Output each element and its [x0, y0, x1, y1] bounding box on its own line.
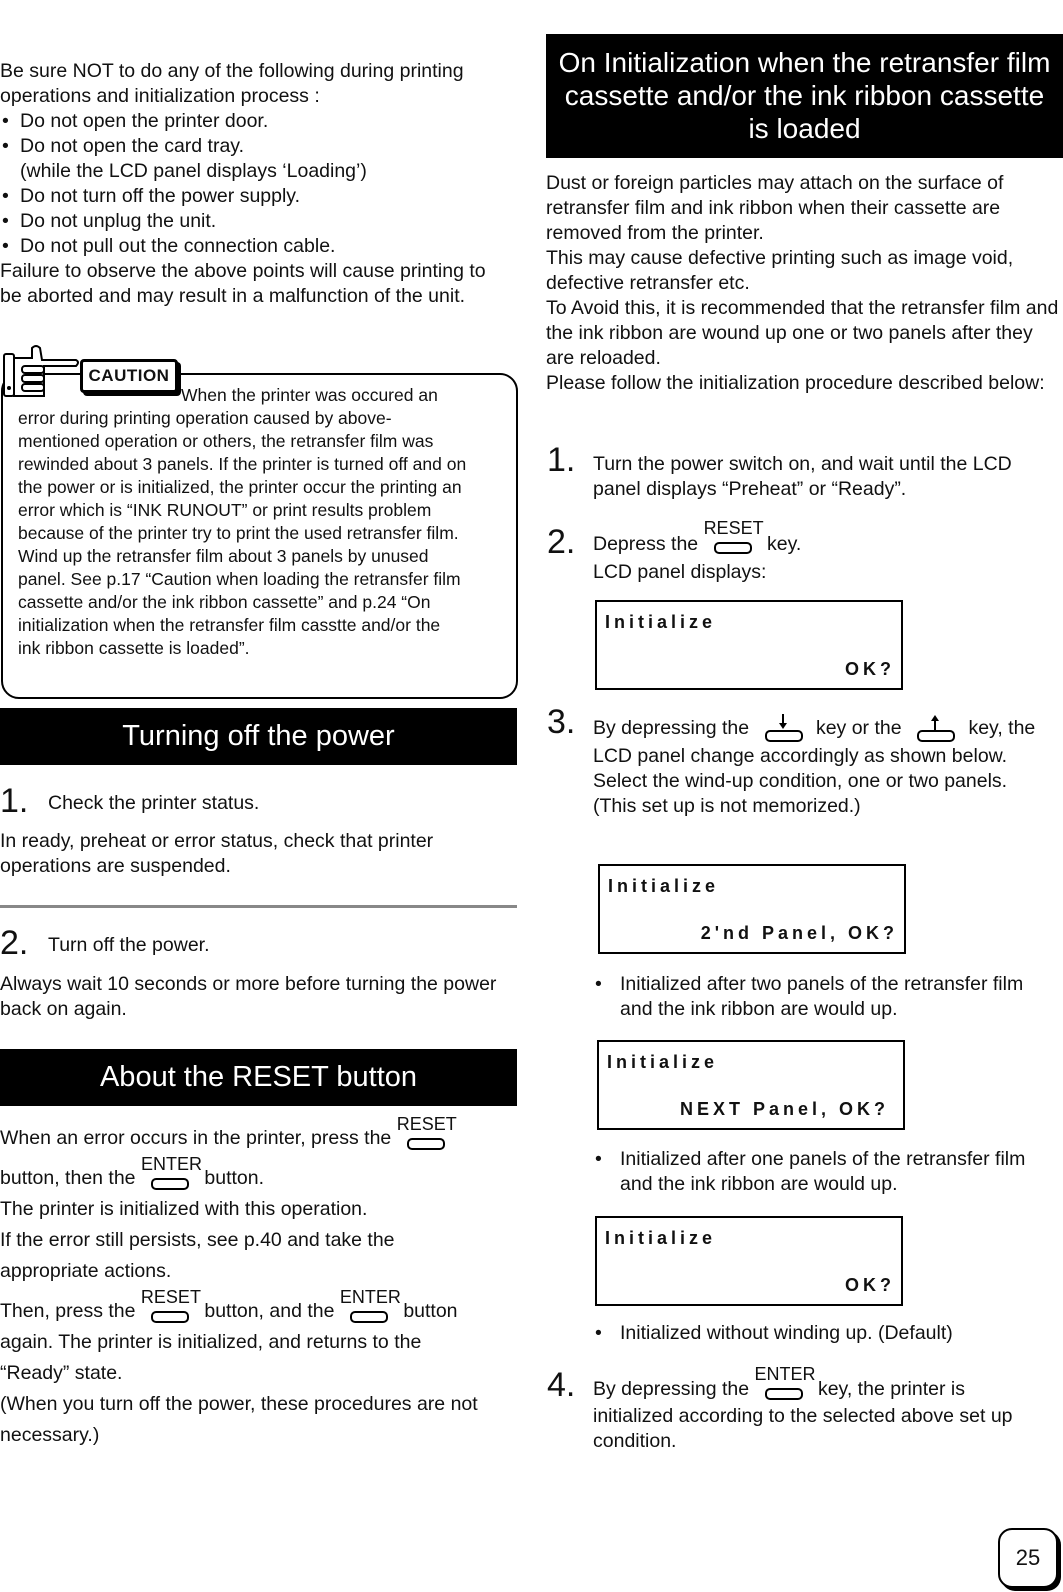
option-list — [593, 1147, 1055, 1197]
reset-key-icon: RESET — [141, 1287, 199, 1327]
reset-body: When an error occurs in the printer, press the RESET button, then the ENTER button. The printer is initialized with this operation. If the error still persists, see p.40 and take the appropriate actions. Then, press the RESET button, and the ENTER button again. The printer is initialized, and returns to the “Ready” state. (When you turn off the power, these procedures are not necessary.) — [0, 1114, 478, 1446]
page-number: 25 — [998, 1528, 1058, 1588]
step-number: 2. — [547, 523, 576, 561]
step-number: 2. — [0, 924, 29, 962]
caution-body: error during printing operation caused by above- mentioned operation or others, the retransfer film was rewinded about 3 panels. If the printer is turned off and on the power or is initialized, the printer occur the printing an error which is “INK RUNOUT” or print results problem because of the printer try to print the used retransfer film. Wind up the retransfer film about 3 panels by unused panel. See p.17 “Caution when loading the retransfer film cassette and/or the ink ribbon cassette” and p.24 “On initialization when the retransfer film casstte and/or the ink ribbon cassette is loaded”. — [18, 408, 467, 658]
list-item: • Do not unplug the unit. — [0, 209, 510, 234]
step-desc: In ready, preheat or error status, check that printer operations are suspended. — [0, 830, 434, 877]
init-intro: Dust or foreign particles may attach on the surface of retransfer film and ink ribbon when their cassette are removed from the printer. This may cause defective printing such as image void, defective retransfer etc. To Avoid this, it is recommended that the retransfer film and the ink ribbon are wound up one or two panels after they are reloaded. Please follow the initialization procedure described below: — [546, 172, 1059, 394]
warning-section — [0, 59, 510, 309]
enter-key-icon: ENTER — [340, 1287, 398, 1327]
option-list — [593, 972, 1055, 1022]
lcd-display: Initialize OK? — [595, 600, 903, 690]
init-title-line: On Initialization when the retransfer film — [558, 47, 1051, 78]
warning-intro: Be sure NOT to do any of the following during printing operations and initialization process : — [0, 60, 464, 107]
lcd-display: Initialize NEXT Panel, OK? — [597, 1040, 905, 1130]
option-list — [593, 1321, 1055, 1346]
section-title: About the RESET button — [99, 1061, 418, 1093]
step-text: Turn the power switch on, and wait until the LCD panel displays “Preheat” or “Ready”. — [593, 453, 1012, 500]
down-arrow-key-icon — [755, 714, 811, 744]
list-item: • Do not open the card tray. (while the LCD panel displays ‘Loading’) — [0, 134, 510, 184]
step-number: 1. — [0, 782, 29, 820]
divider — [0, 905, 517, 908]
step-text: By depressing the ENTER key, the printer is initialized according to the selected above set up condition. — [593, 1364, 1013, 1452]
loading-note: (while the LCD panel displays ‘Loading’) — [20, 160, 367, 182]
lcd-display: Initialize 2'nd Panel, OK? — [598, 864, 906, 954]
list-item: • Initialized after one panels of the retransfer film and the ink ribbon are would up. — [593, 1147, 1055, 1197]
enter-key-icon: ENTER — [755, 1364, 813, 1404]
reset-key-icon: RESET — [397, 1114, 455, 1154]
warning-footer: Failure to observe the above points will cause printing to be aborted and may result in a malfunction of the unit. — [0, 260, 486, 307]
enter-key-icon: ENTER — [141, 1154, 199, 1194]
step-number: 4. — [547, 1366, 576, 1404]
step-text: Depress the RESET key. LCD panel displays: — [593, 518, 802, 583]
step-text: Turn off the power. — [48, 934, 210, 956]
init-title-line: cassette and/or the ink ribbon cassette — [564, 80, 1045, 111]
list-item: • Do not pull out the connection cable. — [0, 234, 510, 259]
caution-label: CAUTION — [80, 359, 178, 393]
list-item: • Do not open the printer door. — [0, 109, 510, 134]
reset-key-icon: RESET — [704, 518, 762, 558]
list-item: • Initialized after two panels of the retransfer film and the ink ribbon are would up. — [593, 972, 1055, 1022]
init-header — [546, 34, 1063, 158]
step-number: 3. — [547, 703, 576, 741]
step-text: Check the printer status. — [48, 792, 260, 814]
warning-list — [0, 109, 510, 259]
step-desc: Always wait 10 seconds or more before turning the power back on again. — [0, 973, 497, 1020]
caution-line: When the printer was occured an — [181, 385, 438, 405]
list-item: • Initialized without winding up. (Default) — [593, 1321, 1055, 1346]
lcd-display: Initialize OK? — [595, 1216, 903, 1306]
power-off-header — [0, 708, 517, 765]
init-title-line: is loaded — [748, 113, 861, 144]
pointing-hand-icon — [2, 344, 82, 400]
up-arrow-key-icon — [907, 714, 963, 744]
step-text: By depressing the key or the key, the LCD panel change accordingly as shown below. Select the wind-up condition, one or two panels. (This set up is not memorized.) — [593, 714, 1061, 819]
step-number: 1. — [547, 441, 576, 479]
reset-header — [0, 1049, 517, 1106]
section-title: Turning off the power — [122, 720, 395, 752]
list-item: • Do not turn off the power supply. — [0, 184, 510, 209]
